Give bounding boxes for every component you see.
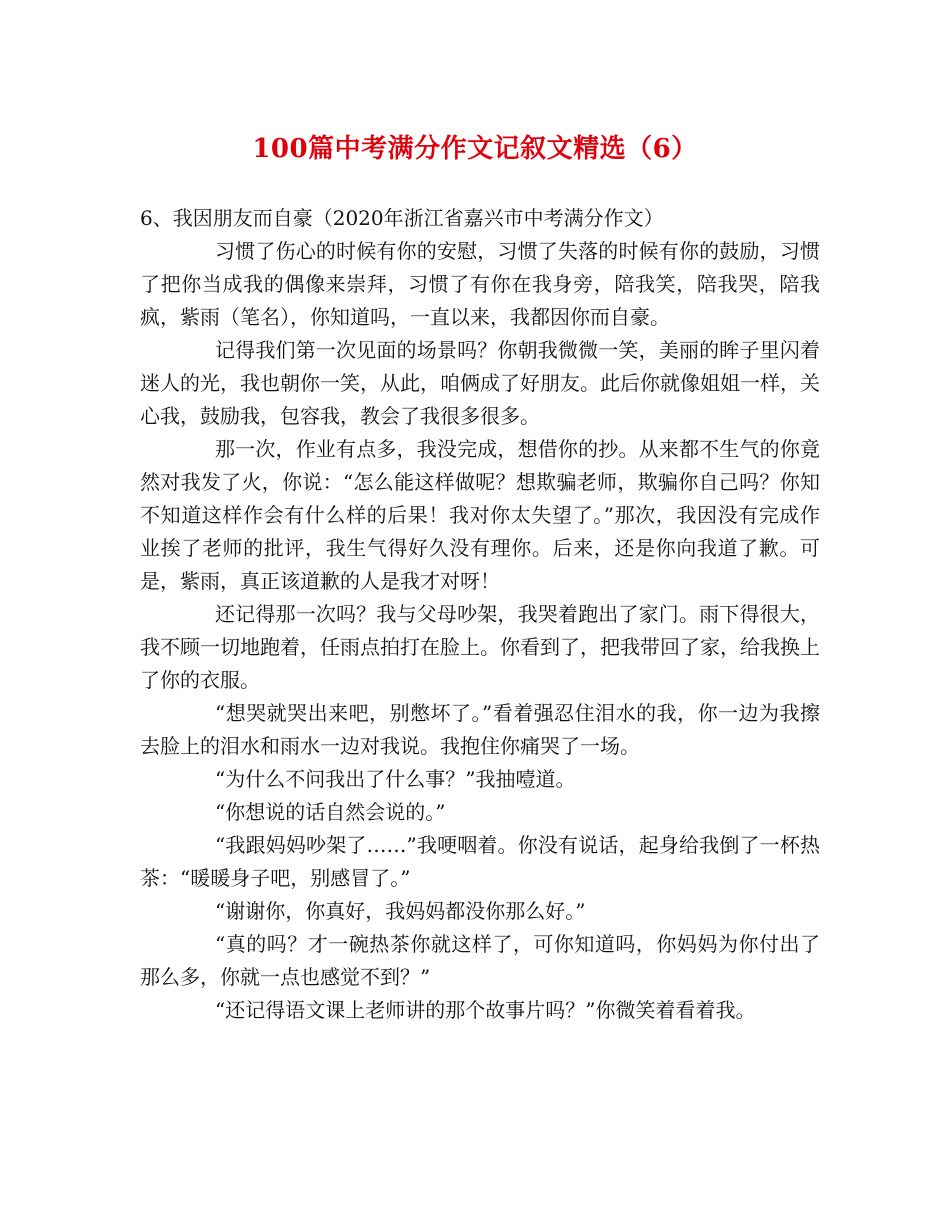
essay-heading: 6、我因朋友而自豪（2020年浙江省嘉兴市中考满分作文） bbox=[140, 206, 664, 230]
paragraph: 那一次，作业有点多，我没完成，想借你的抄。从来都不生气的你竟然对我发了火，你说：“怎么能这样做呢？想欺骗老师，欺骗你自己吗？你知不知道这样作会有什么样的后果！我对你太失望了。”那次，我因没有完成作业挨了老师的批评，我生气得好久没有理你。后来，还是你向我道了歉。可是，紫雨，真正该道歉的人是我才对呀！ bbox=[140, 437, 820, 593]
dialogue-paragraph: “为什么不问我出了什么事？”我抽噎道。 bbox=[215, 767, 576, 791]
dialogue-paragraph: “真的吗？才一碗热茶你就这样了，可你知道吗，你妈妈为你付出了那么多，你就一点也感觉不到？” bbox=[140, 932, 820, 989]
dialogue-paragraph: “你想说的话自然会说的。” bbox=[215, 800, 446, 824]
document-title: 100篇中考满分作文记叙文精选（6） bbox=[252, 134, 698, 164]
paragraph: 还记得那一次吗？我与父母吵架，我哭着跑出了家门。雨下得很大，我不顾一切地跑着，任雨点拍打在脸上。你看到了，把我带回了家，给我换上了你的衣服。 bbox=[140, 602, 820, 692]
dialogue-paragraph: “还记得语文课上老师讲的那个故事片吗？”你微笑着看着我。 bbox=[215, 998, 756, 1022]
document-body bbox=[140, 202, 820, 1027]
paragraph: 记得我们第一次见面的场景吗？你朝我微微一笑，美丽的眸子里闪着迷人的光，我也朝你一笑，从此，咱俩成了好朋友。此后你就像姐姐一样，关心我，鼓励我，包容我，教会了我很多很多。 bbox=[140, 338, 820, 428]
dialogue-paragraph: “想哭就哭出来吧，别憋坏了。”看着强忍住泪水的我，你一边为我擦去脸上的泪水和雨水一边对我说。我抱住你痛哭了一场。 bbox=[140, 701, 820, 758]
dialogue-paragraph: “我跟妈妈吵架了……”我哽咽着。你没有说话，起身给我倒了一杯热茶：“暖暖身子吧，别感冒了。” bbox=[140, 833, 820, 890]
dialogue-paragraph: “谢谢你，你真好，我妈妈都没你那么好。” bbox=[215, 899, 586, 923]
paragraph: 习惯了伤心的时候有你的安慰，习惯了失落的时候有你的鼓励，习惯了把你当成我的偶像来崇拜，习惯了有你在我身旁，陪我笑，陪我哭，陪我疯，紫雨（笔名），你知道吗，一直以来，我都因你而自豪。 bbox=[140, 239, 820, 329]
